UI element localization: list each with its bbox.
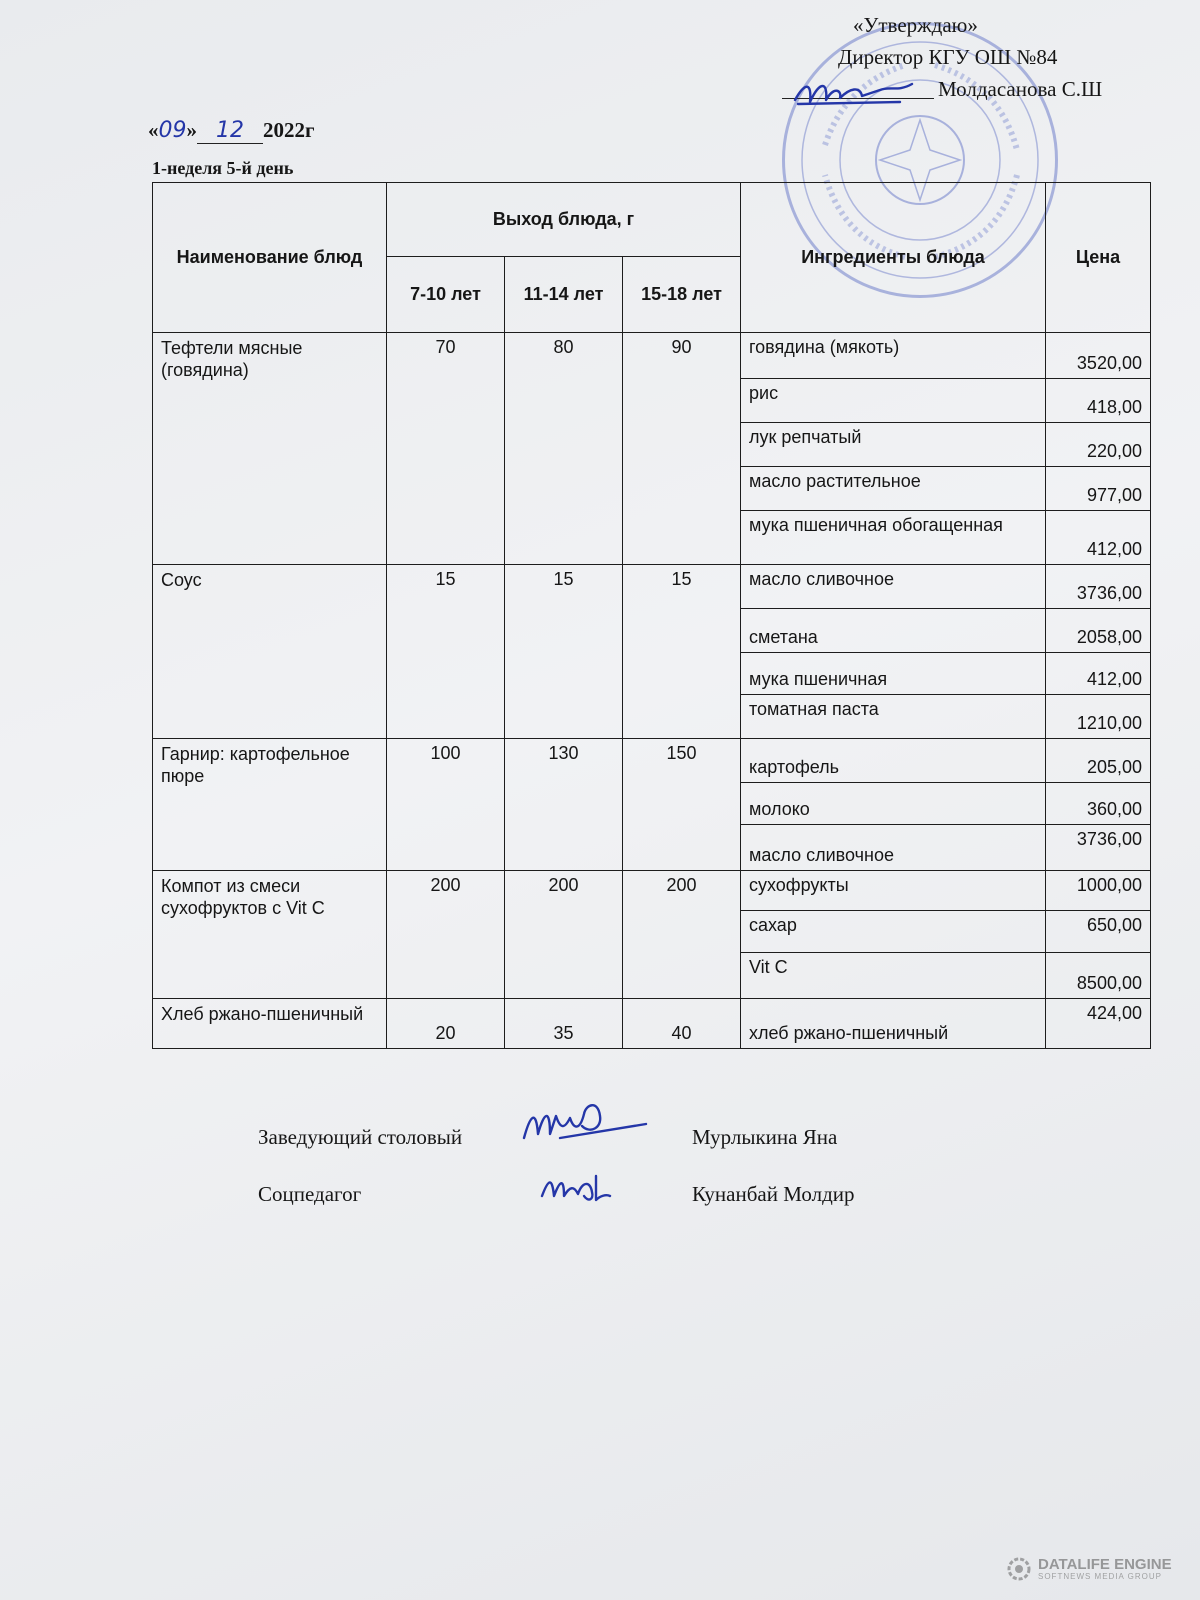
ingredient-price: 1210,00	[1046, 695, 1151, 739]
ingredient-name: хлеб ржано-пшеничный	[741, 999, 1046, 1049]
week-day-label: 1-неделя 5-й день	[152, 158, 294, 178]
canteen-head-signature-icon	[520, 1094, 650, 1150]
dish-output-7-10: 200	[387, 871, 505, 999]
table-row	[153, 871, 1151, 911]
header-output: Выход блюда, г	[387, 183, 741, 257]
dish-output-15-18: 90	[623, 333, 741, 565]
dish-output-7-10: 20	[387, 999, 505, 1049]
table-row	[153, 565, 1151, 609]
ingredient-name: говядина (мякоть)	[741, 333, 1046, 379]
dish-output-15-18: 200	[623, 871, 741, 999]
ingredient-name: картофель	[741, 739, 1046, 783]
dish-output-7-10: 100	[387, 739, 505, 871]
director-signature-icon	[790, 72, 920, 112]
watermark-sub-text: SOFTNEWS MEDIA GROUP	[1038, 1572, 1163, 1581]
ingredient-price: 2058,00	[1046, 609, 1151, 653]
watermark-logo	[1006, 1556, 1172, 1582]
ingredient-name: лук репчатый	[741, 423, 1046, 467]
ingredient-name: рис	[741, 379, 1046, 423]
ingredient-name: масло растительное	[741, 467, 1046, 511]
dish-name: Хлеб ржано-пшеничный	[153, 999, 387, 1049]
ingredient-price: 3736,00	[1046, 825, 1151, 871]
watermark-main-text: DATALIFE ENGINE	[1038, 1556, 1172, 1573]
ingredient-price: 977,00	[1046, 467, 1151, 511]
ingredient-price: 3736,00	[1046, 565, 1151, 609]
ingredient-name: Vit C	[741, 953, 1046, 999]
approval-position: Директор КГУ ОШ №84	[838, 45, 1058, 69]
ingredient-name: томатная паста	[741, 695, 1046, 739]
ingredient-price: 360,00	[1046, 783, 1151, 825]
dish-output-15-18: 15	[623, 565, 741, 739]
date-day: 09	[158, 118, 187, 143]
dish-output-15-18: 40	[623, 999, 741, 1049]
dish-output-11-14: 80	[505, 333, 623, 565]
ingredient-name: молоко	[741, 783, 1046, 825]
ingredient-price: 412,00	[1046, 653, 1151, 695]
table-row	[153, 999, 1151, 1049]
dish-name: Соус	[153, 565, 387, 739]
date-month: 12	[216, 118, 244, 143]
table-row	[153, 739, 1151, 783]
signature-name-social-pedagogue: Кунанбай Молдир	[692, 1182, 855, 1206]
dish-output-11-14: 130	[505, 739, 623, 871]
header-ingredients: Ингредиенты блюда	[741, 183, 1046, 333]
table-row	[153, 333, 1151, 379]
social-pedagogue-signature-icon	[538, 1166, 618, 1206]
ingredient-name: мука пшеничная	[741, 653, 1046, 695]
ingredient-price: 418,00	[1046, 379, 1151, 423]
ingredient-name: сметана	[741, 609, 1046, 653]
menu-table	[152, 182, 1151, 1049]
gear-logo-icon	[1006, 1556, 1032, 1582]
ingredient-price: 220,00	[1046, 423, 1151, 467]
dish-name: Тефтели мясные (говядина)	[153, 333, 387, 565]
signature-name-canteen-head: Мурлыкина Яна	[692, 1125, 838, 1149]
dish-output-7-10: 15	[387, 565, 505, 739]
signature-role-canteen-head: Заведующий столовый	[258, 1125, 463, 1149]
ingredient-name: мука пшеничная обогащенная	[741, 511, 1046, 565]
ingredient-name: масло сливочное	[741, 825, 1046, 871]
approval-name: Молдасанова С.Ш	[938, 77, 1103, 101]
ingredient-price: 424,00	[1046, 999, 1151, 1049]
signature-role-social-pedagogue: Соцпедагог	[258, 1182, 362, 1206]
ingredient-price: 8500,00	[1046, 953, 1151, 999]
approval-title: «Утверждаю»	[853, 13, 978, 37]
dish-name: Гарнир: картофельное пюре	[153, 739, 387, 871]
dish-output-11-14: 200	[505, 871, 623, 999]
date-close-quote: »	[186, 118, 197, 142]
header-price: Цена	[1046, 183, 1151, 333]
dish-output-11-14: 15	[505, 565, 623, 739]
ingredient-name: сухофрукты	[741, 871, 1046, 911]
header-age-11-14: 11-14 лет	[505, 257, 623, 333]
dish-output-11-14: 35	[505, 999, 623, 1049]
header-dish-name: Наименование блюд	[153, 183, 387, 333]
ingredient-name: сахар	[741, 911, 1046, 953]
ingredient-price: 650,00	[1046, 911, 1151, 953]
header-age-7-10: 7-10 лет	[387, 257, 505, 333]
ingredient-name: масло сливочное	[741, 565, 1046, 609]
date-year: 2022г	[263, 118, 315, 142]
header-age-15-18: 15-18 лет	[623, 257, 741, 333]
dish-name: Компот из смеси сухофруктов с Vit C	[153, 871, 387, 999]
ingredient-price: 412,00	[1046, 511, 1151, 565]
ingredient-price: 3520,00	[1046, 333, 1151, 379]
dish-output-7-10: 70	[387, 333, 505, 565]
dish-output-15-18: 150	[623, 739, 741, 871]
ingredient-price: 205,00	[1046, 739, 1151, 783]
date-open-quote: «	[148, 118, 159, 142]
document-date	[148, 118, 315, 144]
ingredient-price: 1000,00	[1046, 871, 1151, 911]
